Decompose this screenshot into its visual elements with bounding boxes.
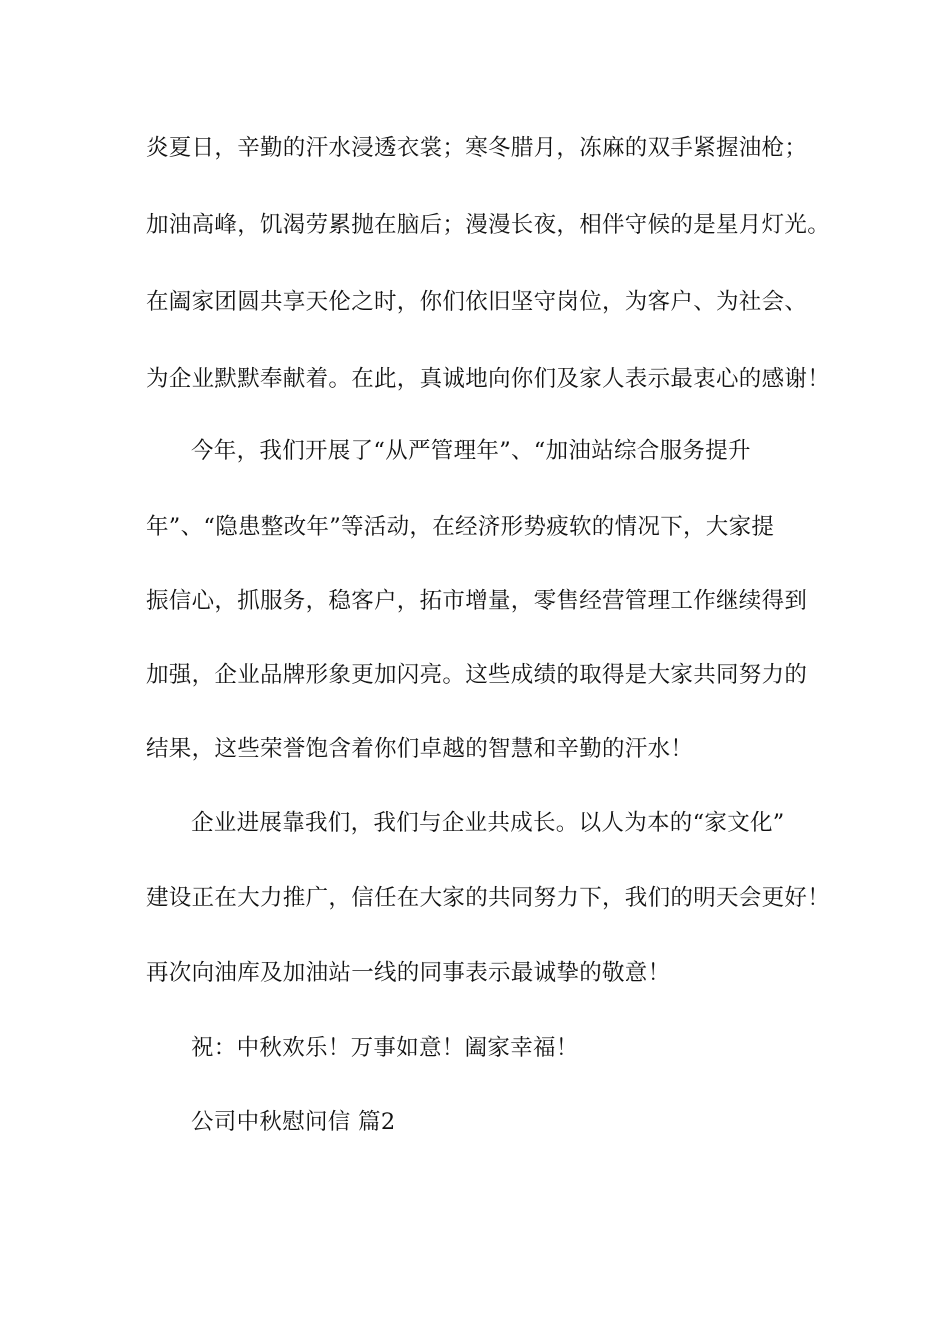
paragraph-line: 今年，我们开展了“从严管理年”、“加油站综合服务提升	[191, 438, 751, 464]
paragraph-line: 年”、“隐患整改年”等活动，在经济形势疲软的情况下，大家提	[146, 514, 775, 540]
paragraph-line: 在阖家团圆共享天伦之时，你们依旧坚守岗位，为客户、为社会、	[146, 289, 808, 315]
paragraph-line: 振信心，抓服务，稳客户，拓市增量，零售经营管理工作继续得到	[146, 588, 808, 614]
paragraph-line: 建设正在大力推广，信任在大家的共同努力下，我们的明天会更好！	[146, 885, 831, 911]
paragraph-line: 再次向油库及加油站一线的同事表示最诚挚的敬意！	[146, 960, 671, 986]
closing-wish: 祝：中秋欢乐！万事如意！阖家幸福！	[191, 1035, 579, 1061]
paragraph-line: 为企业默默奉献着。在此，真诚地向你们及家人表示最衷心的感谢！	[146, 366, 831, 392]
paragraph-line: 结果，这些荣誉饱含着你们卓越的智慧和辛勤的汗水！	[146, 736, 694, 762]
paragraph-line: 加强，企业品牌形象更加闪亮。这些成绩的取得是大家共同努力的	[146, 662, 808, 688]
paragraph-line: 炎夏日，辛勤的汗水浸透衣裳；寒冬腊月，冻麻的双手紧握油枪；	[146, 135, 808, 161]
paragraph-line: 加油高峰，饥渴劳累抛在脑后；漫漫长夜，相伴守候的是星月灯光。	[146, 212, 831, 238]
section-heading: 公司中秋慰问信 篇2	[191, 1109, 396, 1135]
paragraph-line: 企业进展靠我们，我们与企业共成长。以人为本的“家文化”	[191, 810, 785, 836]
